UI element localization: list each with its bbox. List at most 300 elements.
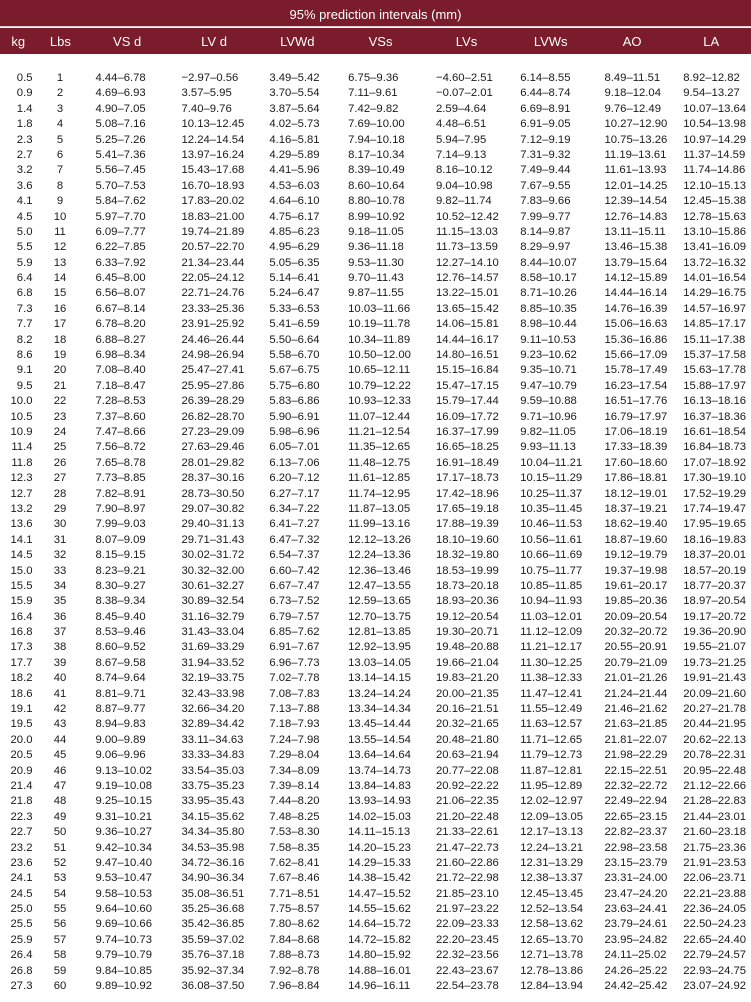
table-cell: 34 <box>53 579 67 592</box>
table-cell: 6.79–7.57 <box>269 610 320 623</box>
table-cell: 20.09–20.54 <box>604 610 668 623</box>
table-cell: 10.19–11.78 <box>348 318 411 331</box>
column-header: LA <box>703 33 720 49</box>
table-cell: 2 <box>56 87 64 100</box>
table-cell: 13.97–16.24 <box>181 148 245 161</box>
table-cell: 24.98–26.94 <box>181 349 245 362</box>
table-cell: 25.47–27.41 <box>181 364 245 377</box>
table-cell: 33.95–35.43 <box>181 795 245 808</box>
table-row <box>0 533 751 548</box>
table-cell: 18.83–21.00 <box>181 210 245 223</box>
table-cell: 1 <box>56 72 64 84</box>
table-cell: 9.13–10.02 <box>95 764 152 777</box>
table-cell: 12.81–13.85 <box>348 626 411 639</box>
table-cell: 19.91–21.43 <box>683 672 747 685</box>
table-cell: 19.30–20.71 <box>435 626 499 639</box>
table-cell: 1.4 <box>16 102 33 115</box>
table-row <box>0 317 751 332</box>
table-cell: 9.59–10.88 <box>520 395 577 408</box>
table-cell: 33.75–35.23 <box>181 779 245 792</box>
table-cell: 22.71–24.76 <box>181 287 245 300</box>
table-cell: 8.23–9.21 <box>95 564 146 577</box>
table-cell: 24.11–25.02 <box>604 949 667 962</box>
table-cell: 19.74–21.89 <box>181 225 245 238</box>
table-cell: 25 <box>53 441 67 454</box>
table-row <box>0 194 751 209</box>
table-cell: 6.09–7.77 <box>95 225 146 238</box>
table-cell: 10.27–12.90 <box>604 118 668 131</box>
table-cell: 30.89–32.54 <box>181 595 245 608</box>
table-cell: 12.02–12.97 <box>520 795 584 808</box>
table-cell: 34.72–36.16 <box>181 856 245 869</box>
table-cell: 17.74–19.47 <box>683 502 747 515</box>
table-cell: 6.47–7.32 <box>269 533 320 546</box>
table-cell: 9.31–10.21 <box>95 810 152 823</box>
table-cell: 21.44–23.01 <box>683 810 747 823</box>
table-cell: 10.25–11.37 <box>520 487 583 500</box>
table-cell: 9.87–11.55 <box>348 287 404 300</box>
table-cell: 13.41–16.09 <box>683 241 747 254</box>
table-cell: 54 <box>53 887 67 900</box>
table-cell: 47 <box>53 779 67 792</box>
table-cell: 14.76–16.39 <box>604 302 668 315</box>
table-cell: 14 <box>53 272 67 285</box>
table-cell: 8.39–10.49 <box>348 164 405 177</box>
table-cell: 4.48–6.51 <box>435 118 487 131</box>
table-cell: 14.20–15.23 <box>348 841 411 854</box>
table-row <box>0 410 751 425</box>
table-cell: 8.98–10.44 <box>520 318 577 331</box>
table-cell: 10.46–11.53 <box>520 518 583 531</box>
table-cell: 22.3 <box>10 810 33 823</box>
table-cell: 19.5 <box>10 718 33 731</box>
table-cell: 3.57–5.95 <box>181 87 232 100</box>
table-cell: 11.38–12.33 <box>520 672 583 685</box>
table-cell: 51 <box>53 841 67 854</box>
table-cell: 20.77–22.08 <box>435 764 499 777</box>
column-header: VSs <box>368 33 393 49</box>
table-cell: 8.71–10.26 <box>520 287 577 300</box>
table-cell: 5.41–7.36 <box>95 148 146 161</box>
table-cell: 12.76–14.83 <box>604 210 668 223</box>
table-row <box>0 717 751 732</box>
table-cell: 9.93–11.13 <box>520 441 576 454</box>
table-cell: 10.94–11.93 <box>520 595 583 608</box>
table-cell: 14.64–15.72 <box>348 918 411 931</box>
table-row <box>0 825 751 840</box>
table-cell: 13.45–14.44 <box>348 718 411 731</box>
table-cell: 11.55–12.49 <box>520 703 583 716</box>
table-cell: 16.91–18.49 <box>435 456 499 469</box>
table-cell: 18.2 <box>10 672 33 685</box>
table-cell: 16.37–17.99 <box>435 425 499 438</box>
table-cell: 34.15–35.62 <box>181 810 245 823</box>
table-cell: 5.58–6.70 <box>269 349 320 362</box>
table-cell: 7.14–9.13 <box>435 148 487 161</box>
table-cell: 18.37–19.21 <box>604 502 668 515</box>
table-cell: 20.27–21.78 <box>683 703 747 716</box>
table-cell: 15.88–17.97 <box>683 379 747 392</box>
table-cell: 18.97–20.54 <box>683 595 747 608</box>
table-cell: 6.91–7.67 <box>269 641 320 654</box>
table-cell: 23.6 <box>10 856 33 869</box>
table-cell: 21 <box>53 379 67 392</box>
table-cell: 7.75–8.57 <box>269 903 320 916</box>
table-cell: 5.41–6.59 <box>269 318 320 331</box>
table-cell: 60 <box>53 980 67 993</box>
table-cell: 19.48–20.88 <box>435 641 499 654</box>
table-cell: 14.11–15.13 <box>348 826 411 839</box>
table-cell: 13.03–14.05 <box>348 656 411 669</box>
table-cell: 6.34–7.22 <box>269 502 320 515</box>
table-row <box>0 148 751 163</box>
table-cell: 16.79–17.97 <box>604 410 668 423</box>
table-row <box>0 610 751 625</box>
table-cell: 8.6 <box>16 349 33 362</box>
table-cell: 19 <box>53 349 67 362</box>
table-cell: 28.73–30.50 <box>181 487 245 500</box>
table-cell: 11.74–14.86 <box>683 164 746 177</box>
table-cell: 11.73–13.59 <box>435 241 498 254</box>
table-cell: 22.93–24.75 <box>683 964 747 977</box>
table-cell: 5.24–6.47 <box>269 287 320 300</box>
table-cell: 57 <box>53 933 67 946</box>
table-cell: 9.00–9.89 <box>95 733 146 746</box>
table-cell: 18.57–20.19 <box>683 564 747 577</box>
table-row <box>0 487 751 502</box>
table-cell: 15.36–16.86 <box>604 333 668 346</box>
table-cell: 17.30–19.10 <box>683 472 747 485</box>
table-cell: 8.99–10.92 <box>348 210 405 223</box>
table-cell: 5.56–7.45 <box>95 164 146 177</box>
table-cell: 17.3 <box>10 641 33 654</box>
table-cell: 16.09–17.72 <box>435 410 499 423</box>
table-cell: 7.83–9.66 <box>520 195 571 208</box>
table-cell: 29 <box>53 502 67 515</box>
table-cell: 17 <box>53 318 67 331</box>
table-cell: 23.31–24.00 <box>604 872 668 885</box>
table-cell: 19.12–20.54 <box>435 610 499 623</box>
table-cell: 9.82–11.74 <box>435 195 492 208</box>
table-cell: 20.92–22.22 <box>435 779 499 792</box>
table-row <box>0 948 751 963</box>
table-cell: 6.67–7.47 <box>269 579 320 592</box>
table-cell: 25.0 <box>10 903 33 916</box>
table-cell: 9.64–10.60 <box>95 903 152 916</box>
table-cell: 7.62–8.41 <box>269 856 320 869</box>
table-row <box>0 841 751 856</box>
table-cell: 21.97–23.22 <box>435 903 499 916</box>
table-cell: 10.5 <box>10 410 33 423</box>
table-row <box>0 302 751 317</box>
table-cell: 17.07–18.92 <box>683 456 747 469</box>
table-cell: 34.53–35.98 <box>181 841 245 854</box>
table-row <box>0 810 751 825</box>
table-cell: 4.44–6.78 <box>95 72 146 84</box>
table-cell: −4.60–2.51 <box>435 72 493 84</box>
table-cell: 5.94–7.95 <box>435 133 487 146</box>
table-cell: 5.25–7.26 <box>95 133 146 146</box>
table-cell: 6.98–8.34 <box>95 349 146 362</box>
table-cell: 18.87–19.60 <box>604 533 668 546</box>
table-cell: 22.54–23.78 <box>435 980 499 993</box>
table-cell: 8.60–10.64 <box>348 179 405 192</box>
table-cell: 15.63–17.78 <box>683 364 747 377</box>
table-cell: 30.32–32.00 <box>181 564 245 577</box>
table-cell: 20.00–21.35 <box>435 687 499 700</box>
table-row <box>0 163 751 178</box>
table-cell: 23.95–24.82 <box>604 933 668 946</box>
table-cell: 9.84–10.85 <box>95 964 152 977</box>
table-cell: 8.29–9.97 <box>520 241 571 254</box>
table-cell: 9.89–10.92 <box>95 980 152 993</box>
table-cell: 7.24–7.98 <box>269 733 320 746</box>
table-cell: 12.12–13.26 <box>348 533 411 546</box>
table-cell: 7.69–10.00 <box>348 118 405 131</box>
table-cell: 18.10–19.60 <box>435 533 499 546</box>
table-cell: 10.54–13.98 <box>683 118 747 131</box>
table-cell: 5.33–6.53 <box>269 302 320 315</box>
table-cell: 12.39–14.54 <box>604 195 668 208</box>
table-cell: 14.80–15.92 <box>348 949 411 962</box>
table-cell: 22.05–24.12 <box>181 272 245 285</box>
table-cell: 18.77–20.37 <box>683 579 747 592</box>
table-cell: 14.47–15.52 <box>348 887 411 900</box>
table-cell: 11.4 <box>11 441 33 454</box>
table-cell: 21.46–21.62 <box>604 703 668 716</box>
table-cell: 26.8 <box>10 964 33 977</box>
table-cell: 10.66–11.69 <box>520 549 583 562</box>
table-cell: 31.94–33.52 <box>181 656 245 669</box>
table-cell: 23.07–24.92 <box>683 980 747 993</box>
table-cell: 22 <box>53 395 67 408</box>
table-cell: 11.8 <box>11 456 33 469</box>
table-cell: 53 <box>53 872 67 885</box>
table-cell: 4.1 <box>16 195 33 208</box>
table-cell: 14.12–15.89 <box>604 272 668 285</box>
table-cell: 5.08–7.16 <box>95 118 146 131</box>
table-cell: 26.4 <box>10 949 33 962</box>
table-cell: 23.33–25.36 <box>181 302 245 315</box>
table-cell: 21.12–22.66 <box>683 779 747 792</box>
table-cell: 7.34–8.09 <box>269 764 320 777</box>
table-cell: 23 <box>53 410 67 423</box>
table-cell: 12.01–14.25 <box>604 179 668 192</box>
table-cell: 23.63–24.41 <box>604 903 668 916</box>
table-cell: 10.04–11.21 <box>520 456 583 469</box>
table-cell: 18.6 <box>10 687 33 700</box>
table-cell: 7.3 <box>16 302 33 315</box>
table-row <box>0 425 751 440</box>
table-cell: 7.11–9.61 <box>348 87 398 100</box>
table-cell: 21.24–21.44 <box>604 687 668 700</box>
table-cell: 6.73–7.52 <box>269 595 320 608</box>
table-cell: 6.96–7.73 <box>269 656 320 669</box>
table-cell: 21.63–21.85 <box>604 718 668 731</box>
table-cell: 9.69–10.66 <box>95 918 152 931</box>
table-cell: 14.29–15.33 <box>348 856 411 869</box>
table-cell: 17.7 <box>10 656 33 669</box>
table-cell: 33.11–34.63 <box>181 733 244 746</box>
table-cell: 4.75–6.17 <box>269 210 320 223</box>
table-cell: 55 <box>53 903 67 916</box>
table-cell: 12.7 <box>10 487 33 500</box>
table-cell: 5.0 <box>16 225 33 238</box>
table-cell: 15.47–17.15 <box>435 379 499 392</box>
table-cell: 10.50–12.00 <box>348 349 411 362</box>
table-cell: 17.83–20.02 <box>181 195 245 208</box>
table-cell: 6.44–8.74 <box>520 87 571 100</box>
table-cell: 12.47–13.55 <box>348 579 411 592</box>
table-cell: 30 <box>53 518 67 531</box>
table-cell: 15.5 <box>10 579 33 592</box>
table-cell: 19.17–20.72 <box>683 610 747 623</box>
table-cell: 28.37–30.16 <box>181 472 245 485</box>
table-cell: 52 <box>53 856 67 869</box>
table-cell: 0.9 <box>16 87 33 100</box>
table-cell: 15.37–17.58 <box>683 349 747 362</box>
table-cell: 16 <box>53 302 67 315</box>
table-cell: 7.88–8.73 <box>269 949 320 962</box>
table-cell: 20.55–20.91 <box>604 641 668 654</box>
table-cell: 16.23–17.54 <box>604 379 668 392</box>
table-cell: 12.59–13.65 <box>348 595 411 608</box>
table-cell: 14.88–16.01 <box>348 964 411 977</box>
table-cell: 21.33–22.61 <box>435 826 499 839</box>
table-cell: 3.6 <box>16 179 33 192</box>
table-cell: 29.71–31.43 <box>181 533 245 546</box>
table-cell: 20.0 <box>10 733 33 746</box>
table-cell: 21.91–23.53 <box>683 856 747 869</box>
table-cell: 14.44–16.17 <box>435 333 499 346</box>
table-cell: 14.5 <box>10 549 33 562</box>
column-header: LV d <box>201 33 227 49</box>
table-cell: 22.50–24.23 <box>683 918 747 931</box>
table-cell: 6.45–8.00 <box>95 272 146 285</box>
table-cell: 8.49–11.51 <box>604 72 661 84</box>
table-row <box>0 902 751 917</box>
table-cell: 9.36–11.18 <box>348 241 404 254</box>
table-cell: 11.19–13.61 <box>604 148 667 161</box>
table-cell: 6.8 <box>16 287 33 300</box>
table-cell: 7.56–8.72 <box>95 441 146 454</box>
table-cell: 8 <box>56 179 64 192</box>
table-cell: 15.15–16.84 <box>435 364 499 377</box>
table-cell: 12.78–13.86 <box>520 964 584 977</box>
table-cell: 17.42–18.96 <box>435 487 499 500</box>
table-cell: 12.70–13.75 <box>348 610 411 623</box>
table-cell: 15.43–17.68 <box>181 164 245 177</box>
table-cell: 22.20–23.45 <box>435 933 499 946</box>
table-cell: 32 <box>53 549 67 562</box>
table-cell: 42 <box>53 703 67 716</box>
table-cell: 9.74–10.73 <box>95 933 152 946</box>
table-cell: 5.14–6.41 <box>269 272 320 285</box>
table-cell: 10.34–11.89 <box>348 333 411 346</box>
table-cell: 11.03–12.01 <box>520 610 583 623</box>
table-row <box>0 86 751 101</box>
table-cell: 2.7 <box>16 148 33 161</box>
table-cell: 6.4 <box>16 272 33 285</box>
table-cell: 11.99–13.16 <box>348 518 411 531</box>
table-cell: 14.96–16.11 <box>348 980 411 993</box>
table-cell: 13 <box>53 256 67 269</box>
table-cell: 6.60–7.42 <box>269 564 320 577</box>
table-cell: 12.45–15.38 <box>683 195 747 208</box>
table-cell: 9.82–11.05 <box>520 425 576 438</box>
table-cell: 10.13–12.45 <box>181 118 245 131</box>
table-cell: 5.83–6.86 <box>269 395 320 408</box>
table-cell: 13.84–14.83 <box>348 779 411 792</box>
table-cell: 9.71–10.96 <box>520 410 577 423</box>
table-row <box>0 702 751 717</box>
table-row <box>0 917 751 932</box>
table-cell: 8.74–9.64 <box>95 672 146 685</box>
table-row <box>0 625 751 640</box>
table-cell: 6.75–9.36 <box>348 72 399 84</box>
table-cell: 59 <box>53 964 67 977</box>
table-cell: 5.90–6.91 <box>269 410 320 423</box>
table-cell: 13.34–14.34 <box>348 703 411 716</box>
table-cell: 16.61–18.54 <box>683 425 747 438</box>
table-row <box>0 964 751 979</box>
table-cell: 16.65–18.25 <box>435 441 499 454</box>
table-cell: 9.79–10.79 <box>95 949 152 962</box>
table-cell: 4.02–5.73 <box>269 118 320 131</box>
table-row <box>0 271 751 286</box>
table-cell: 14.55–15.62 <box>348 903 411 916</box>
table-cell: 28.01–29.82 <box>181 456 245 469</box>
table-cell: 10.07–13.64 <box>683 102 747 115</box>
table-cell: 16.37–18.36 <box>683 410 747 423</box>
table-cell: 35.08–36.51 <box>181 887 245 900</box>
table-cell: 8.30–9.27 <box>95 579 146 592</box>
table-cell: 41 <box>53 687 67 700</box>
table-cell: 18.93–20.36 <box>435 595 499 608</box>
table-cell: 8.2 <box>16 333 33 346</box>
column-header: LVWs <box>533 33 568 49</box>
table-cell: 19.73–21.25 <box>683 656 747 669</box>
table-cell: 18.37–20.01 <box>683 549 747 562</box>
table-cell: 8.45–9.40 <box>95 610 146 623</box>
table-cell: 27.63–29.46 <box>181 441 245 454</box>
table-cell: 31.16–32.79 <box>181 610 245 623</box>
table-cell: 23.79–24.61 <box>604 918 668 931</box>
table-cell: 9.54–13.27 <box>683 87 740 100</box>
column-header: LVWd <box>280 33 315 49</box>
table-row <box>0 594 751 609</box>
table-cell: 8.53–9.46 <box>95 626 146 639</box>
table-cell: 11.30–12.25 <box>520 656 583 669</box>
table-cell: −0.07–2.01 <box>435 87 493 100</box>
table-cell: 10.93–12.33 <box>348 395 411 408</box>
table-cell: 6.56–8.07 <box>95 287 146 300</box>
table-row <box>0 933 751 948</box>
table-cell: 18.53–19.99 <box>435 564 499 577</box>
table-cell: 23.47–24.20 <box>604 887 668 900</box>
table-cell: 6.69–8.91 <box>520 102 571 115</box>
table-cell: 13.55–14.54 <box>348 733 411 746</box>
table-cell: 39 <box>53 656 67 669</box>
table-cell: 20.44–21.95 <box>683 718 747 731</box>
table-cell: 4.95–6.29 <box>269 241 320 254</box>
column-header: VS d <box>113 33 142 49</box>
table-cell: 22.09–23.33 <box>435 918 499 931</box>
table-cell: 31.43–33.04 <box>181 626 245 639</box>
table-cell: 11.47–12.41 <box>520 687 583 700</box>
table-cell: 6.41–7.27 <box>269 518 320 531</box>
table-cell: 15.9 <box>10 595 33 608</box>
